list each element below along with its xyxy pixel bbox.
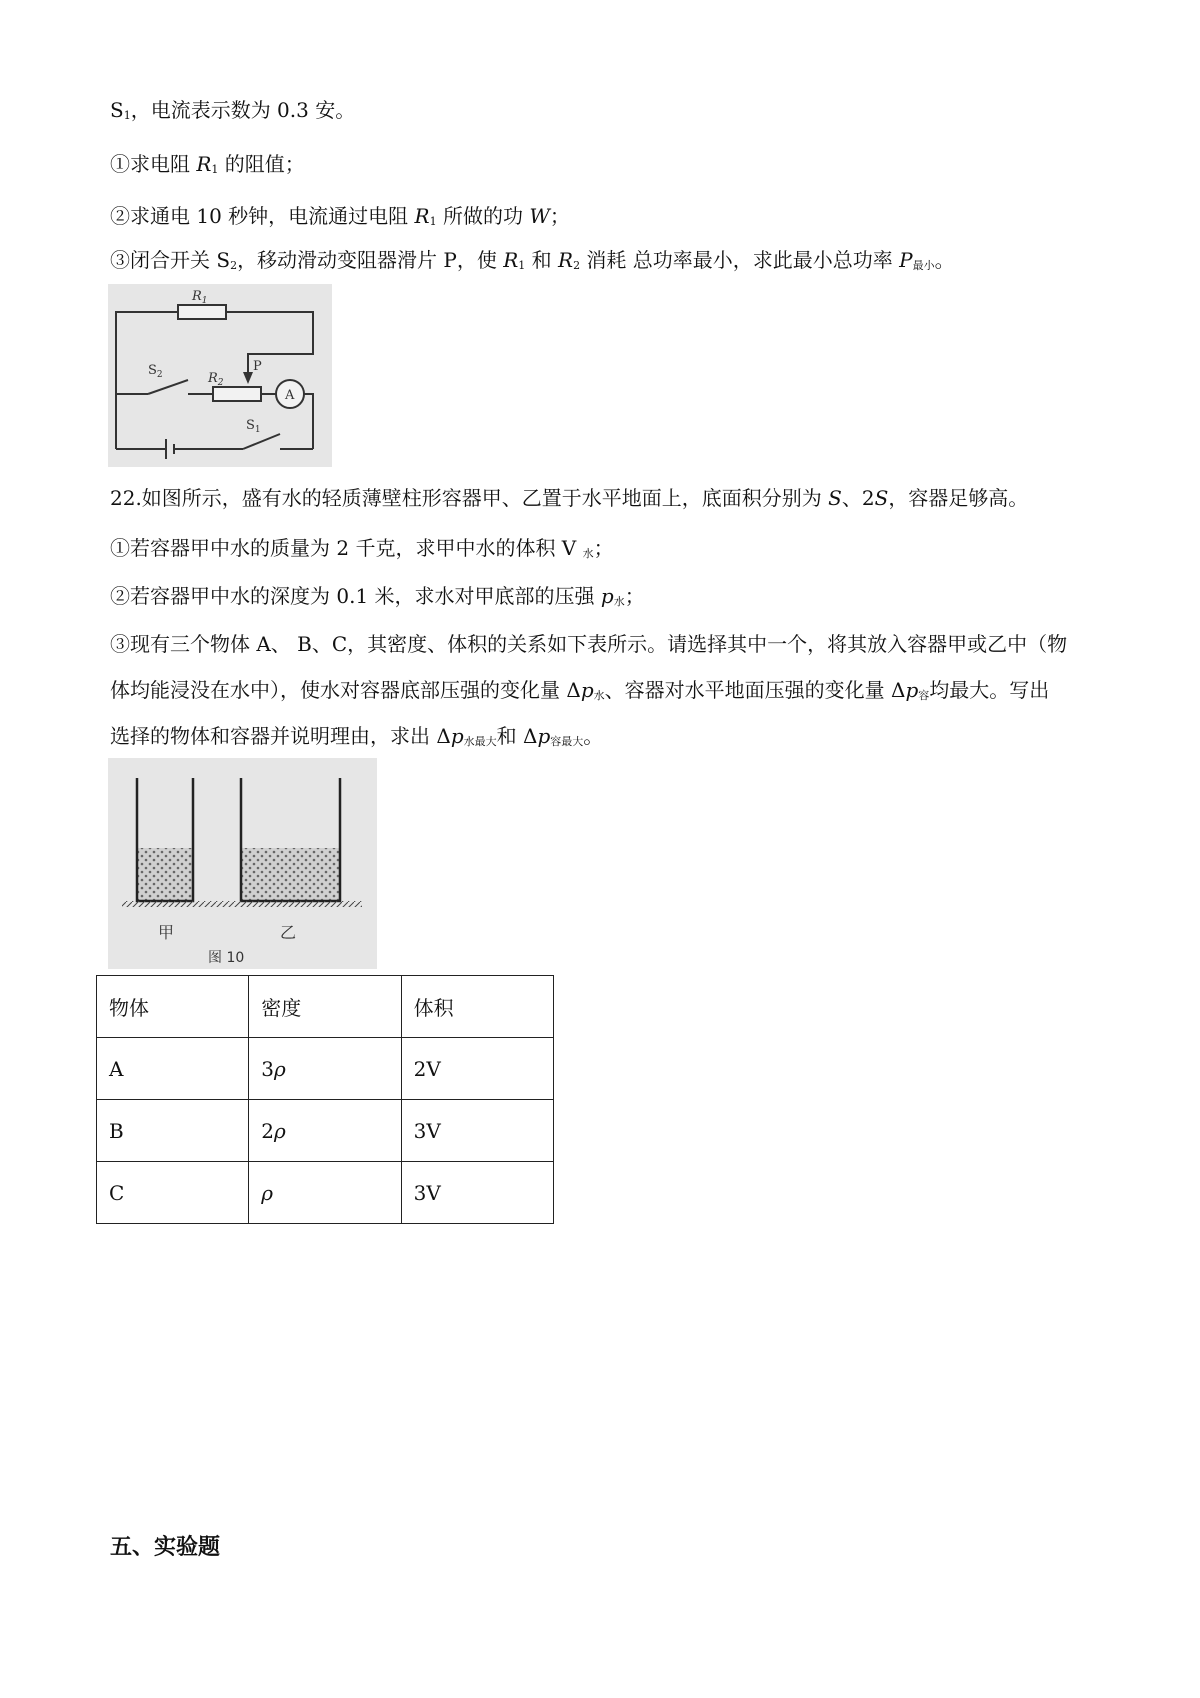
label-s1: $S_1$ bbox=[246, 418, 261, 435]
text-run: 。 bbox=[583, 724, 604, 748]
text-run: ①求电阻 bbox=[110, 152, 197, 176]
label-r2: $R_2$ bbox=[208, 371, 224, 388]
slider-p bbox=[243, 372, 253, 384]
text-run: 消耗 总功率最小，求此最小总功率 bbox=[580, 248, 900, 272]
q21-line-3 bbox=[110, 246, 955, 280]
subscript: 1 bbox=[518, 259, 526, 272]
variable: p bbox=[600, 584, 614, 608]
ground bbox=[122, 901, 362, 907]
table-cell-object: B bbox=[97, 1100, 249, 1162]
subscript: 容 bbox=[918, 689, 930, 702]
subscript: 水 bbox=[593, 689, 605, 702]
resistor-r1 bbox=[178, 305, 226, 319]
subscript: 最小 bbox=[912, 259, 935, 272]
subscript: 水 bbox=[582, 547, 594, 560]
variable: p bbox=[905, 678, 919, 702]
table-header-row bbox=[97, 976, 554, 1038]
text-run: 、容器对水平地面压强的变化量 Δ bbox=[604, 678, 906, 702]
text-run: 和 bbox=[525, 248, 559, 272]
variable: S bbox=[828, 486, 842, 510]
containers-figure bbox=[108, 758, 377, 969]
variable: W bbox=[529, 204, 550, 228]
subscript: 水最大 bbox=[463, 735, 497, 748]
text-run: 体均能浸没在水中），使水对容器底部压强的变化量 Δ bbox=[110, 678, 581, 702]
label-p: P bbox=[253, 359, 262, 374]
text-run: 均最大。写出 bbox=[929, 678, 1050, 702]
text-run: ； bbox=[593, 536, 614, 560]
table-cell-object: A bbox=[97, 1038, 249, 1100]
rheostat-r2 bbox=[213, 387, 261, 401]
table-cell-object: C bbox=[97, 1162, 249, 1224]
variable: S bbox=[874, 486, 889, 510]
text-run: ，移动滑动变阻器滑片 P，使 bbox=[237, 248, 504, 272]
subscript: 1 bbox=[123, 109, 131, 122]
text-run: ，电流表示数为 0.3 安。 bbox=[130, 98, 356, 122]
q22-line-0 bbox=[110, 484, 1028, 512]
table-row bbox=[97, 1100, 554, 1162]
table-header: 物体 bbox=[97, 976, 249, 1038]
q22-line-2 bbox=[110, 582, 645, 616]
q22-line-4 bbox=[110, 676, 1049, 710]
variable: R bbox=[414, 204, 430, 228]
table-cell-density: 3ρ bbox=[249, 1038, 401, 1100]
label-jia: 甲 bbox=[158, 923, 175, 942]
wire-left-top bbox=[116, 312, 178, 449]
variable: R bbox=[196, 152, 212, 176]
table-row bbox=[97, 1162, 554, 1224]
text-run: ①若容器甲中水的质量为 2 千克，求甲中水的体积 V bbox=[110, 536, 583, 560]
label-r1: $R_1$ bbox=[192, 289, 208, 306]
objects-table bbox=[96, 975, 554, 1224]
switch-s2 bbox=[148, 380, 188, 394]
variable: p bbox=[580, 678, 594, 702]
wire-top-right bbox=[226, 312, 313, 372]
subscript: 2 bbox=[573, 259, 581, 272]
text-run: ； bbox=[624, 584, 645, 608]
variable: p bbox=[450, 724, 464, 748]
q21-line-1 bbox=[110, 150, 305, 184]
subscript: 水 bbox=[613, 595, 625, 608]
subscript: 容最大 bbox=[550, 735, 584, 748]
water-yi bbox=[241, 848, 340, 901]
text-run: ； bbox=[549, 204, 570, 228]
label-s2: $S_2$ bbox=[148, 363, 163, 380]
text-run: 的阻值； bbox=[218, 152, 305, 176]
containers-diagram bbox=[108, 758, 377, 969]
variable: R bbox=[558, 248, 574, 272]
text-run: ，容器足够高。 bbox=[888, 486, 1029, 510]
table-cell-volume: 3V bbox=[401, 1162, 553, 1224]
text-run: 和 Δ bbox=[496, 724, 538, 748]
subscript: 1 bbox=[429, 215, 437, 228]
water-jia bbox=[137, 848, 193, 901]
text-run: 所做的功 bbox=[436, 204, 530, 228]
table-cell-density: 2ρ bbox=[249, 1100, 401, 1162]
circuit-figure bbox=[108, 284, 332, 467]
figure-caption: 图 10 bbox=[208, 950, 245, 966]
q21-line-2 bbox=[110, 202, 570, 236]
text-run: ②求通电 10 秒钟，电流通过电阻 bbox=[110, 204, 415, 228]
label-ammeter: A bbox=[285, 388, 295, 403]
subscript: 1 bbox=[211, 163, 219, 176]
label-yi: 乙 bbox=[280, 923, 297, 942]
table-header: 密度 bbox=[249, 976, 401, 1038]
switch-s1 bbox=[243, 434, 280, 449]
variable: R bbox=[503, 248, 519, 272]
text-run: 、2 bbox=[841, 486, 875, 510]
text-run: 22.如图所示，盛有水的轻质薄壁柱形容器甲、乙置于水平地面上，底面积分别为 bbox=[110, 486, 829, 510]
table-cell-volume: 3V bbox=[401, 1100, 553, 1162]
q22-line-5 bbox=[110, 722, 603, 756]
wire-right bbox=[303, 394, 313, 449]
text-run: 选择的物体和容器并说明理由，求出 Δ bbox=[110, 724, 451, 748]
text-run: S bbox=[110, 98, 124, 122]
subscript: 2 bbox=[230, 259, 238, 272]
table-header: 体积 bbox=[401, 976, 553, 1038]
q22-line-3: ③现有三个物体 A、 B、C，其密度、体积的关系如下表所示。请选择其中一个，将其放入容器甲或乙中（物 bbox=[110, 632, 1068, 656]
table-row bbox=[97, 1038, 554, 1100]
variable: P bbox=[899, 248, 913, 272]
q21-line-0 bbox=[110, 96, 355, 130]
section-heading: 五、实验题 bbox=[110, 1535, 221, 1560]
variable: p bbox=[537, 724, 551, 748]
text-run: 。 bbox=[934, 248, 955, 272]
text-run: ③闭合开关 S bbox=[110, 248, 231, 272]
q22-line-1 bbox=[110, 534, 614, 568]
circuit-diagram bbox=[108, 284, 332, 467]
table-cell-density: ρ bbox=[249, 1162, 401, 1224]
table-cell-volume: 2V bbox=[401, 1038, 553, 1100]
text-run: ②若容器甲中水的深度为 0.1 米，求水对甲底部的压强 bbox=[110, 584, 601, 608]
